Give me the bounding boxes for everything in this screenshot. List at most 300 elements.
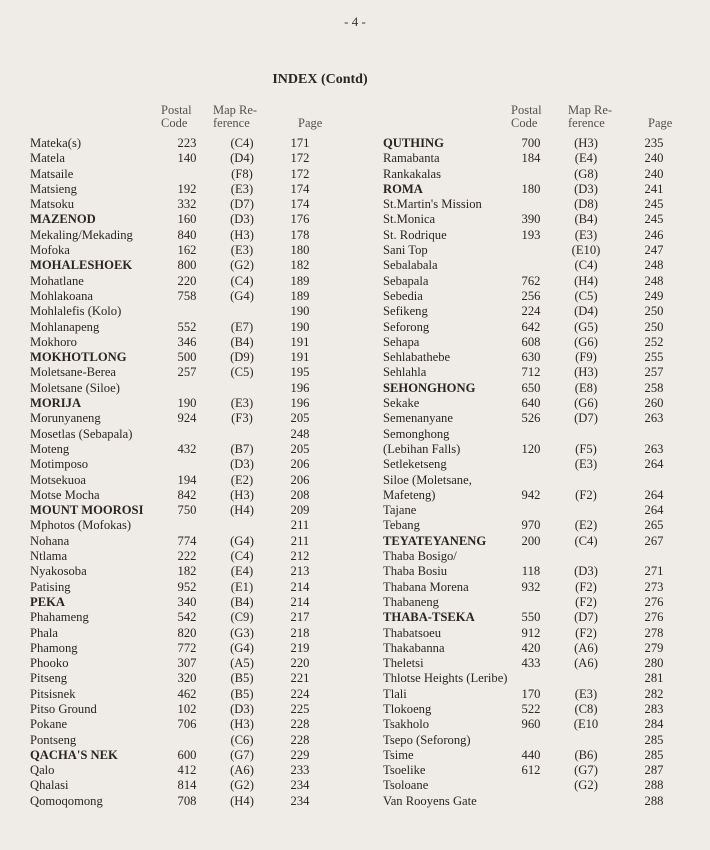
map-reference: (H3) — [574, 365, 598, 380]
map-reference — [213, 381, 271, 396]
postal-code: 257 — [177, 365, 197, 380]
page-ref: 264 — [644, 487, 664, 502]
postal-code: 182 — [177, 564, 197, 579]
page-ref: 263 — [644, 411, 664, 426]
header-page: Page — [648, 116, 673, 130]
place-name: Motse Mocha — [30, 487, 100, 502]
index-row — [30, 518, 329, 533]
page-ref: 228 — [290, 717, 310, 732]
right-index-table — [383, 136, 687, 809]
index-row — [30, 411, 329, 426]
page-ref: 234 — [290, 793, 310, 808]
page-ref: 190 — [290, 304, 310, 319]
place-name: St. Rodrique — [383, 227, 447, 242]
postal-code: 170 — [521, 686, 541, 701]
map-reference — [551, 671, 621, 686]
index-row — [383, 610, 687, 625]
page-ref: 279 — [644, 640, 664, 655]
postal-code: 223 — [177, 136, 197, 150]
postal-code: 432 — [177, 441, 197, 456]
place-name: Motimposo — [30, 457, 89, 472]
place-name: ROMA — [383, 181, 423, 196]
postal-code: 772 — [177, 640, 197, 655]
page-ref: 172 — [290, 151, 310, 166]
page-ref — [621, 427, 687, 442]
map-reference: (H4) — [574, 273, 598, 288]
map-reference: (D9) — [230, 350, 254, 365]
page-ref: 182 — [290, 258, 310, 273]
map-reference: (G2) — [574, 778, 598, 793]
map-reference: (H4) — [230, 503, 254, 518]
index-row — [30, 304, 329, 319]
map-reference: (E3) — [574, 227, 598, 242]
map-reference: (D4) — [230, 151, 254, 166]
place-name: Semenanyane — [383, 411, 453, 426]
place-name: Qomoqomong — [30, 793, 103, 808]
page-ref: 288 — [644, 778, 664, 793]
index-row — [383, 243, 687, 258]
map-reference: (G8) — [574, 166, 598, 181]
index-row — [383, 534, 687, 549]
postal-code: 180 — [521, 181, 541, 196]
postal-code: 200 — [521, 533, 541, 548]
map-reference: (E4) — [230, 564, 254, 579]
map-reference: (G4) — [230, 640, 254, 655]
map-reference: (F8) — [231, 166, 253, 181]
map-reference: (H4) — [230, 793, 254, 808]
postal-code — [511, 671, 551, 686]
map-reference: (C5) — [574, 288, 598, 303]
postal-code — [161, 304, 213, 319]
place-name: Pontseng — [30, 732, 77, 747]
postal-code: 706 — [177, 717, 197, 732]
map-reference: (F3) — [231, 411, 253, 426]
map-reference: (C4) — [574, 258, 598, 273]
index-row — [383, 274, 687, 289]
postal-code: 256 — [521, 288, 541, 303]
index-row — [30, 320, 329, 335]
postal-code: 924 — [177, 411, 197, 426]
page-ref: 228 — [290, 732, 310, 747]
place-name: SEHONGHONG — [383, 380, 476, 395]
place-name: Thabaneng — [383, 594, 439, 609]
postal-code — [511, 243, 551, 258]
map-reference: (D7) — [574, 610, 598, 625]
postal-code: 433 — [521, 656, 541, 671]
index-row — [383, 289, 687, 304]
place-name: Pitsisnek — [30, 686, 76, 701]
postal-code: 194 — [177, 472, 197, 487]
map-reference: (B6) — [574, 747, 598, 762]
index-row — [383, 212, 687, 227]
map-reference: (G7) — [230, 747, 254, 762]
page-ref: 211 — [290, 518, 310, 533]
left-index-table — [30, 136, 329, 809]
map-reference: (C4) — [230, 273, 254, 288]
place-name: Phamong — [30, 640, 78, 655]
header-page: Page — [298, 116, 323, 130]
postal-code: 650 — [521, 380, 541, 395]
header-map-reference: Map Re- ference — [213, 103, 258, 130]
place-name: Tsakholo — [383, 717, 429, 732]
index-row — [30, 702, 329, 717]
postal-code: 758 — [177, 288, 197, 303]
map-reference: (B7) — [230, 441, 254, 456]
place-name: Semonghong — [383, 426, 450, 441]
place-name: Mohlalefis (Kolo) — [30, 304, 122, 319]
place-name: Thabatsoeu — [383, 625, 442, 640]
index-row — [383, 411, 687, 426]
place-name: Moletsane (Siloe) — [30, 380, 120, 395]
index-row — [30, 243, 329, 258]
place-name: THABA-TSEKA — [383, 610, 475, 625]
page-ref: 264 — [644, 457, 664, 472]
postal-code: 340 — [177, 594, 197, 609]
place-name: Moteng — [30, 441, 70, 456]
index-row — [383, 350, 687, 365]
index-row — [30, 442, 329, 457]
map-reference: (E2) — [230, 472, 254, 487]
page-ref: 191 — [290, 350, 310, 365]
page-ref: 172 — [290, 166, 310, 181]
place-name: MORIJA — [30, 396, 82, 411]
page-ref: 235 — [644, 136, 664, 150]
index-row — [30, 733, 329, 748]
place-name: Mekaling/Mekading — [30, 227, 133, 242]
place-name: Tsepo (Seforong) — [383, 732, 471, 747]
postal-code: 912 — [521, 625, 541, 640]
place-name: Mosetlas (Sebapala) — [30, 426, 133, 441]
page-ref: 247 — [644, 243, 664, 258]
postal-code: 307 — [177, 656, 197, 671]
index-row — [30, 212, 329, 227]
page-ref: 260 — [644, 396, 664, 411]
map-reference: (D7) — [574, 411, 598, 426]
page-ref: 225 — [290, 701, 310, 716]
postal-code: 960 — [521, 717, 541, 732]
index-row — [383, 381, 687, 396]
postal-code: 840 — [177, 227, 197, 242]
page-ref: 241 — [644, 181, 664, 196]
page-ref: 257 — [644, 365, 664, 380]
index-row — [30, 595, 329, 610]
page-ref: 240 — [644, 151, 664, 166]
page-ref: 248 — [644, 273, 664, 288]
postal-code: 932 — [521, 579, 541, 594]
map-reference: (B4) — [574, 212, 598, 227]
place-name: Qalo — [30, 763, 55, 778]
place-name: Tlokoeng — [383, 701, 432, 716]
map-reference: (E3) — [230, 181, 254, 196]
place-name: St.Martin's Mission — [383, 197, 482, 212]
index-row — [383, 549, 687, 564]
postal-code — [161, 381, 213, 396]
index-row — [30, 289, 329, 304]
postal-code: 184 — [521, 151, 541, 166]
index-row — [30, 258, 329, 273]
postal-code: 390 — [521, 212, 541, 227]
left-header — [30, 104, 355, 136]
postal-code: 750 — [177, 503, 197, 518]
place-name: Sebalabala — [383, 258, 438, 273]
place-name: Tsoloane — [383, 778, 429, 793]
postal-code: 640 — [521, 396, 541, 411]
index-row — [30, 427, 329, 442]
page-ref: 224 — [290, 686, 310, 701]
index-row — [383, 641, 687, 656]
postal-code: 462 — [177, 686, 197, 701]
map-reference — [551, 427, 621, 442]
postal-code: 708 — [177, 793, 197, 808]
page-ref: 265 — [644, 518, 664, 533]
place-name: Qhalasi — [30, 778, 69, 793]
index-row — [30, 381, 329, 396]
page-ref: 252 — [644, 334, 664, 349]
map-reference: (G5) — [574, 319, 598, 334]
page-ref: 250 — [644, 319, 664, 334]
page-ref: 287 — [644, 763, 664, 778]
index-row — [383, 365, 687, 380]
map-reference: (B5) — [230, 686, 254, 701]
postal-code — [511, 258, 551, 273]
index-row — [30, 228, 329, 243]
index-row — [30, 151, 329, 166]
page-ref: 218 — [290, 625, 310, 640]
page-ref: 176 — [290, 212, 310, 227]
index-row — [383, 136, 687, 151]
header-postal-code: Postal Code — [161, 103, 192, 130]
page-ref: 246 — [644, 227, 664, 242]
page-ref — [621, 549, 687, 564]
place-name: Mohatlane — [30, 273, 84, 288]
postal-code: 700 — [521, 136, 541, 150]
postal-code: 552 — [177, 319, 197, 334]
index-row — [30, 671, 329, 686]
map-reference — [213, 427, 271, 442]
map-reference — [551, 503, 621, 518]
page-ref: 196 — [290, 396, 310, 411]
place-name: TEYATEYANENG — [383, 533, 487, 548]
page-ref: 245 — [644, 197, 664, 212]
index-row — [30, 794, 329, 809]
postal-code: 160 — [177, 212, 197, 227]
postal-code — [511, 197, 551, 212]
map-reference: (E4) — [574, 151, 598, 166]
page-ref: 206 — [290, 472, 310, 487]
postal-code — [161, 518, 213, 533]
page-ref: 273 — [644, 579, 664, 594]
place-name: QUTHING — [383, 136, 444, 150]
place-name: Sani Top — [383, 243, 428, 258]
page-ref: 206 — [290, 457, 310, 472]
map-reference: (E8) — [574, 380, 598, 395]
page-ref: 264 — [644, 503, 664, 518]
map-reference: (C5) — [230, 365, 254, 380]
map-reference: (B5) — [230, 671, 254, 686]
index-row — [383, 656, 687, 671]
place-name: MOKHOTLONG — [30, 350, 127, 365]
index-row — [383, 733, 687, 748]
map-reference: (D3) — [574, 181, 598, 196]
place-name: Sebedia — [383, 288, 423, 303]
map-reference: (F2) — [575, 594, 597, 609]
place-name: Thabana Morena — [383, 579, 469, 594]
page-ref: 212 — [290, 549, 310, 564]
page-ref: 190 — [290, 319, 310, 334]
place-name: Matela — [30, 151, 65, 166]
page-ref: 248 — [290, 426, 310, 441]
place-name: Motsekuoa — [30, 472, 86, 487]
map-reference: (E3) — [230, 243, 254, 258]
page-ref: 214 — [290, 579, 310, 594]
index-row — [30, 549, 329, 564]
index-row — [383, 258, 687, 273]
map-reference: (G4) — [230, 288, 254, 303]
map-reference: (C4) — [230, 549, 254, 564]
postal-code: 800 — [177, 258, 197, 273]
index-row — [383, 564, 687, 579]
page-ref: 263 — [644, 441, 664, 456]
place-name: Phahameng — [30, 610, 89, 625]
page-ref: 189 — [290, 288, 310, 303]
index-row — [383, 580, 687, 595]
page-ref: 191 — [290, 334, 310, 349]
postal-code: 774 — [177, 533, 197, 548]
left-column — [30, 104, 355, 809]
postal-code — [161, 733, 213, 748]
map-reference: (H3) — [230, 227, 254, 242]
map-reference — [551, 733, 621, 748]
index-row — [383, 335, 687, 350]
place-name: Mohlakoana — [30, 288, 93, 303]
place-name: Seforong — [383, 319, 430, 334]
postal-code — [161, 427, 213, 442]
map-reference: (G4) — [230, 533, 254, 548]
index-row — [30, 274, 329, 289]
postal-code — [511, 503, 551, 518]
index-row — [30, 503, 329, 518]
page-ref: 258 — [644, 380, 664, 395]
page-ref: 233 — [290, 763, 310, 778]
place-name: Mokhoro — [30, 334, 77, 349]
map-reference: (G2) — [230, 258, 254, 273]
map-reference: (E10 — [573, 717, 599, 732]
postal-code: 642 — [521, 319, 541, 334]
index-row — [383, 763, 687, 778]
page-ref: 234 — [290, 778, 310, 793]
index-row — [383, 748, 687, 763]
map-reference: (C4) — [230, 136, 254, 150]
map-reference: (E1) — [230, 579, 254, 594]
map-reference: (A6) — [230, 763, 254, 778]
place-name: Thaba Bosiu — [383, 564, 448, 579]
index-row — [30, 717, 329, 732]
postal-code — [511, 167, 551, 182]
map-reference: (F2) — [575, 487, 597, 502]
index-row — [383, 320, 687, 335]
postal-code: 224 — [521, 304, 541, 319]
page-ref: 213 — [290, 564, 310, 579]
index-row — [30, 564, 329, 579]
index-row — [383, 151, 687, 166]
place-name: MOHALESHOEK — [30, 258, 133, 273]
postal-code: 522 — [521, 701, 541, 716]
place-name: Sekake — [383, 396, 420, 411]
postal-code — [511, 457, 551, 472]
map-reference: (F2) — [575, 625, 597, 640]
postal-code: 630 — [521, 350, 541, 365]
postal-code: 140 — [177, 151, 197, 166]
place-name: Thakabanna — [383, 640, 445, 655]
page-ref — [621, 473, 687, 488]
index-row — [383, 794, 687, 809]
postal-code: 332 — [177, 197, 197, 212]
index-row — [30, 167, 329, 182]
page-ref: 285 — [644, 747, 664, 762]
page-ref: 219 — [290, 640, 310, 655]
postal-code: 102 — [177, 701, 197, 716]
page-ref: 174 — [290, 197, 310, 212]
map-reference: (E3) — [230, 396, 254, 411]
index-row — [30, 626, 329, 641]
place-name: Mateka(s) — [30, 136, 82, 150]
page-ref: 271 — [644, 564, 664, 579]
map-reference: (A5) — [230, 656, 254, 671]
postal-code — [511, 427, 551, 442]
index-row — [30, 136, 329, 151]
place-name: (Lebihan Falls) — [383, 441, 461, 456]
place-name: Thlotse Heights (Leribe) — [383, 671, 508, 686]
page-ref: 278 — [644, 625, 664, 640]
page-ref: 267 — [644, 533, 664, 548]
postal-code: 420 — [521, 640, 541, 655]
place-name: Ramabanta — [383, 151, 440, 166]
map-reference: (F9) — [575, 350, 597, 365]
postal-code — [161, 167, 213, 182]
right-header — [383, 104, 688, 136]
place-name: Sefikeng — [383, 304, 428, 319]
place-name: Morunyaneng — [30, 411, 101, 426]
index-row — [383, 182, 687, 197]
postal-code: 412 — [177, 763, 197, 778]
index-row — [30, 396, 329, 411]
index-row — [383, 595, 687, 610]
map-reference: (G6) — [574, 334, 598, 349]
page-ref: 221 — [290, 671, 310, 686]
map-reference: (E7) — [230, 319, 254, 334]
postal-code: 550 — [521, 610, 541, 625]
index-row — [383, 457, 687, 472]
postal-code — [161, 457, 213, 472]
page-ref: 180 — [290, 243, 310, 258]
map-reference: (E10) — [571, 243, 601, 258]
index-row — [30, 534, 329, 549]
page-ref: 276 — [644, 610, 664, 625]
index-row — [383, 396, 687, 411]
place-name: Pitso Ground — [30, 701, 97, 716]
place-name: Mafeteng) — [383, 487, 436, 502]
map-reference: (B4) — [230, 594, 254, 609]
place-name: Tsoelike — [383, 763, 426, 778]
place-name: Rankakalas — [383, 166, 442, 181]
place-name: Matsoku — [30, 197, 75, 212]
page-ref: 229 — [290, 747, 310, 762]
map-reference: (E3) — [574, 686, 598, 701]
index-row — [383, 304, 687, 319]
place-name: Tsime — [383, 747, 414, 762]
postal-code: 193 — [521, 227, 541, 242]
postal-code: 190 — [177, 396, 197, 411]
